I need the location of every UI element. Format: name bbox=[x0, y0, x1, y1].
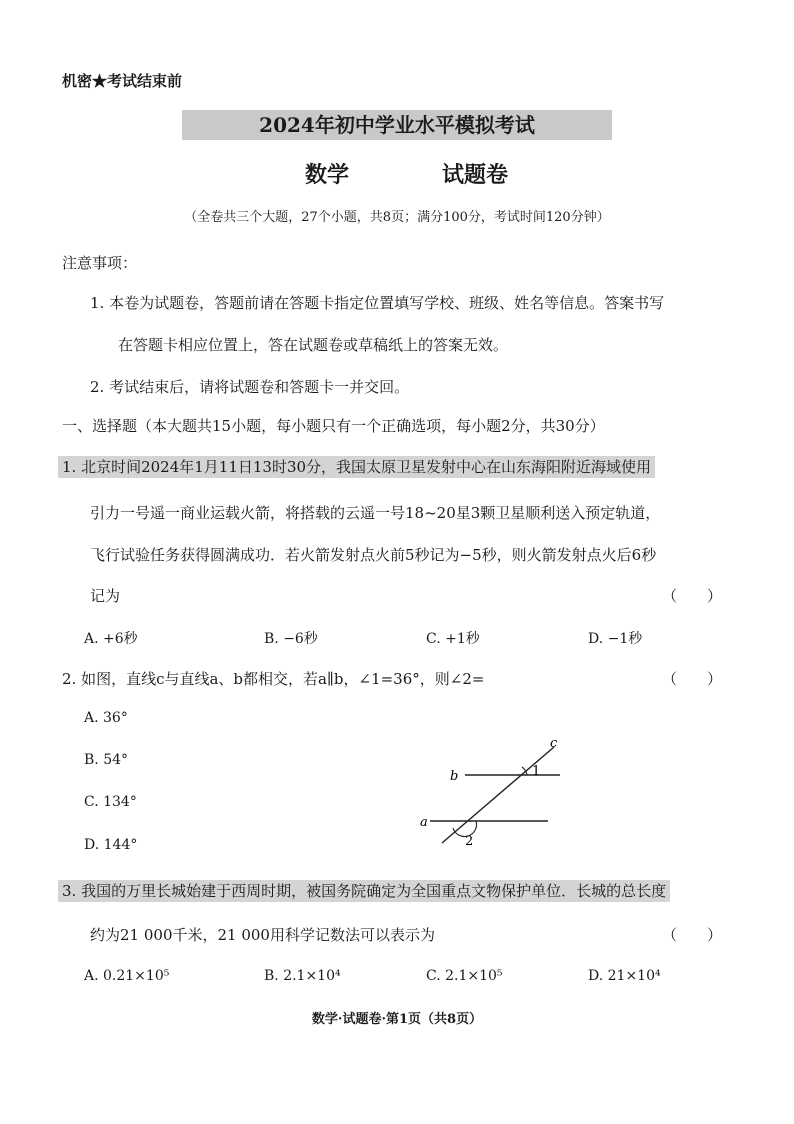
question-3-line-1: 3. 我国的万里长城始建于西周时期，被国务院确定为全国重点文物保护单位．长城的总长度 bbox=[58, 880, 670, 901]
page-footer: 数学·试题卷·第1页（共8页） bbox=[311, 1012, 483, 1027]
label-b: b bbox=[450, 769, 459, 784]
question-3-option-d: D. 21×10⁴ bbox=[588, 968, 661, 984]
question-1-line-3: 飞行试验任务获得圆满成功．若火箭发射点火前5秒记为−5秒，则火箭发射点火后6秒 bbox=[90, 546, 657, 564]
angle-1-label: 1 bbox=[532, 764, 541, 779]
parallel-lines-figure bbox=[410, 735, 570, 855]
question-2-line-1: 2. 如图，直线c与直线a、b都相交，若a∥b，∠1=36°，则∠2= bbox=[62, 670, 485, 688]
paper-type: 试题卷 bbox=[442, 162, 509, 188]
angle-2-label: 2 bbox=[465, 834, 474, 849]
section-heading: 一、选择题（本大题共15小题，每小题只有一个正确选项，每小题2分，共30分） bbox=[62, 417, 605, 435]
question-1-option-a: A. +6秒 bbox=[84, 631, 138, 647]
question-1-option-b: B. −6秒 bbox=[264, 631, 318, 647]
label-c: c bbox=[550, 736, 558, 751]
line-c bbox=[442, 747, 554, 843]
notice-item-1-cont: 在答题卡相应位置上，答在试题卷或草稿纸上的答案无效。 bbox=[118, 336, 509, 354]
question-1-line-1: 1. 北京时间2024年1月11日13时30分，我国太原卫星发射中心在山东海阳附近海域使用 bbox=[58, 456, 655, 477]
question-1-answer-paren: （ ） bbox=[662, 587, 723, 605]
question-3-line-2: 约为21 000千米，21 000用科学记数法可以表示为 bbox=[90, 926, 435, 944]
question-2-option-c: C. 134° bbox=[84, 794, 137, 810]
notice-heading: 注意事项： bbox=[62, 254, 138, 272]
subject-title: 数学 bbox=[305, 162, 350, 188]
question-3-option-c: C. 2.1×10⁵ bbox=[426, 968, 503, 984]
question-3-answer-paren: （ ） bbox=[662, 926, 723, 944]
notice-item-1: 1. 本卷为试题卷，答题前请在答题卡指定位置填写学校、班级、姓名等信息。答案书写 bbox=[90, 294, 665, 312]
notice-item-2: 2. 考试结束后，请将试题卷和答题卡一并交回。 bbox=[90, 378, 410, 396]
label-a: a bbox=[420, 815, 428, 830]
exam-meta: （全卷共三个大题，27个小题，共8页；满分100分，考试时间120分钟） bbox=[184, 210, 610, 225]
question-1-option-c: C. +1秒 bbox=[426, 631, 480, 647]
question-2-option-a: A. 36° bbox=[84, 710, 128, 726]
exam-title: 2024年初中学业水平模拟考试 bbox=[182, 110, 612, 140]
question-2-option-b: B. 54° bbox=[84, 752, 129, 768]
question-1-line-4: 记为 bbox=[90, 587, 121, 605]
question-1-option-d: D. −1秒 bbox=[588, 631, 643, 647]
question-2-answer-paren: （ ） bbox=[662, 670, 723, 688]
question-3-option-b: B. 2.1×10⁴ bbox=[264, 968, 341, 984]
question-2-option-d: D. 144° bbox=[84, 837, 138, 853]
question-1-line-2: 引力一号遥一商业运载火箭，将搭载的云遥一号18~20星3颗卫星顺利送入预定轨道， bbox=[90, 504, 661, 522]
confidential-label: 机密★考试结束前 bbox=[62, 72, 183, 90]
question-3-option-a: A. 0.21×10⁵ bbox=[84, 968, 170, 984]
